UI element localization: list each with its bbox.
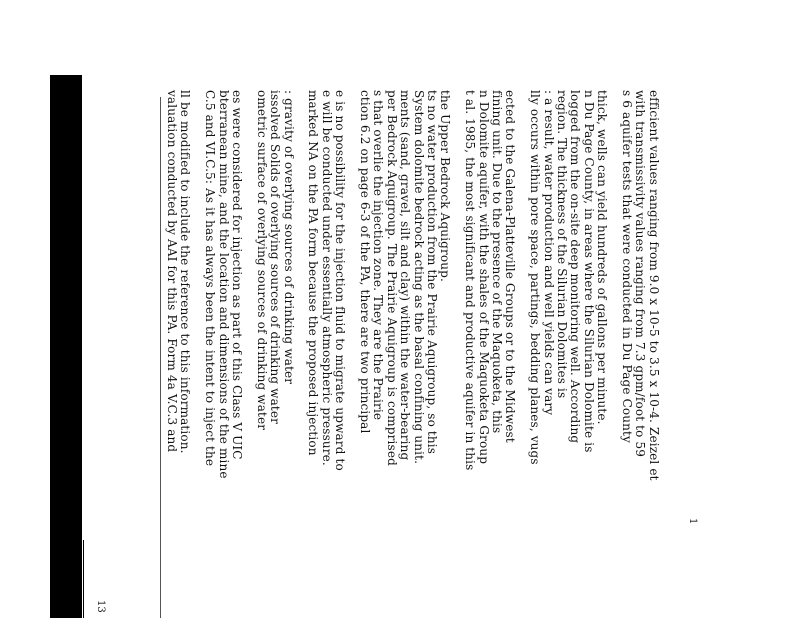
text-line: n Du Page County, in areas where the Silurian Dolomite is bbox=[581, 90, 596, 453]
scanner-artifact bbox=[52, 540, 92, 618]
text-line: lly occurs within pore space, partings, bedding planes, vugs bbox=[528, 90, 543, 465]
text-line: issolved Solids of overlying sources of drinking water bbox=[268, 90, 283, 424]
text-line: bterranean mine, and the location and dimensions of the mine bbox=[216, 90, 231, 479]
text-line: C.5 and VI.C.5: As it has always been the intent to inject the bbox=[203, 90, 218, 467]
text-line: : gravity of overlying sources of drinking water bbox=[281, 90, 296, 385]
footer-number: 1 bbox=[687, 518, 698, 525]
page-number: 13 bbox=[95, 600, 106, 613]
text-line: es were considered for injection as part of this Class V UIC bbox=[230, 90, 244, 460]
text-line: valuation conducted by AAI for this PA. Form 4a V.C.3 and bbox=[165, 90, 179, 453]
text-line: per Bedrock Aquigroup. The Prairie Aquigroup is comprised bbox=[384, 90, 399, 466]
text-line: logged from the on-site deep monitoring well. According bbox=[568, 90, 583, 444]
text-line: ction 6.2 on page 6-3 of the PA, there are two principal bbox=[358, 90, 372, 434]
text-line: t al. 1985, the most significant and productive aquifer in this bbox=[463, 90, 478, 471]
text-line: fining unit. Due to the presence of the Maquoketa, this bbox=[489, 90, 504, 434]
scanner-edge bbox=[50, 75, 82, 618]
text-line: s that overlie the injection zone. They are the Prairie bbox=[371, 90, 386, 421]
text-line: marked NA on the PA form because the proposed injection bbox=[306, 90, 321, 456]
page-top-rule bbox=[160, 97, 161, 618]
text-line: ts no water production from the Prairie Aquigroup, so this bbox=[425, 90, 439, 455]
text-line: s 6 aquifer tests that were conducted in Du Page County bbox=[619, 90, 634, 443]
text-line: with transmissivity values ranging from 7.3 gpm/foot to 59 bbox=[633, 90, 648, 458]
text-line: n Dolomite aquifer, with the shales of the Maquoketa Group bbox=[476, 90, 491, 465]
text-line: thick, wells can yield hundreds of gallons per minute. bbox=[595, 90, 610, 425]
text-line: : a result, water production and well yields can vary bbox=[541, 90, 556, 416]
text-line: ll be modified to include the reference to this information. bbox=[178, 90, 193, 454]
text-line: ments (sand, gravel, silt and clay) within the water-bearing bbox=[398, 90, 413, 461]
text-line: System dolomite bedrock acting as the basal confining unit. bbox=[411, 90, 426, 465]
text-line: e is no possibility for the injection fluid to migrate upward to bbox=[333, 90, 348, 471]
text-line: the Upper Bedrock Aquigroup. bbox=[438, 90, 453, 282]
text-line: ected to the Galena-Platteville Groups or to the Midwest bbox=[503, 90, 518, 443]
text-line: ometric surface of overlying sources of drinking water bbox=[254, 90, 269, 431]
text-line: efficient values ranging from 9.0 x 10-5 to 3.5 x 10-4. Zeizel et bbox=[646, 90, 661, 481]
text-line: region. The thickness of the Silurian Dolomites is bbox=[554, 90, 569, 399]
text-line: e will be conducted under essentially atmospheric pressure. bbox=[319, 90, 334, 466]
